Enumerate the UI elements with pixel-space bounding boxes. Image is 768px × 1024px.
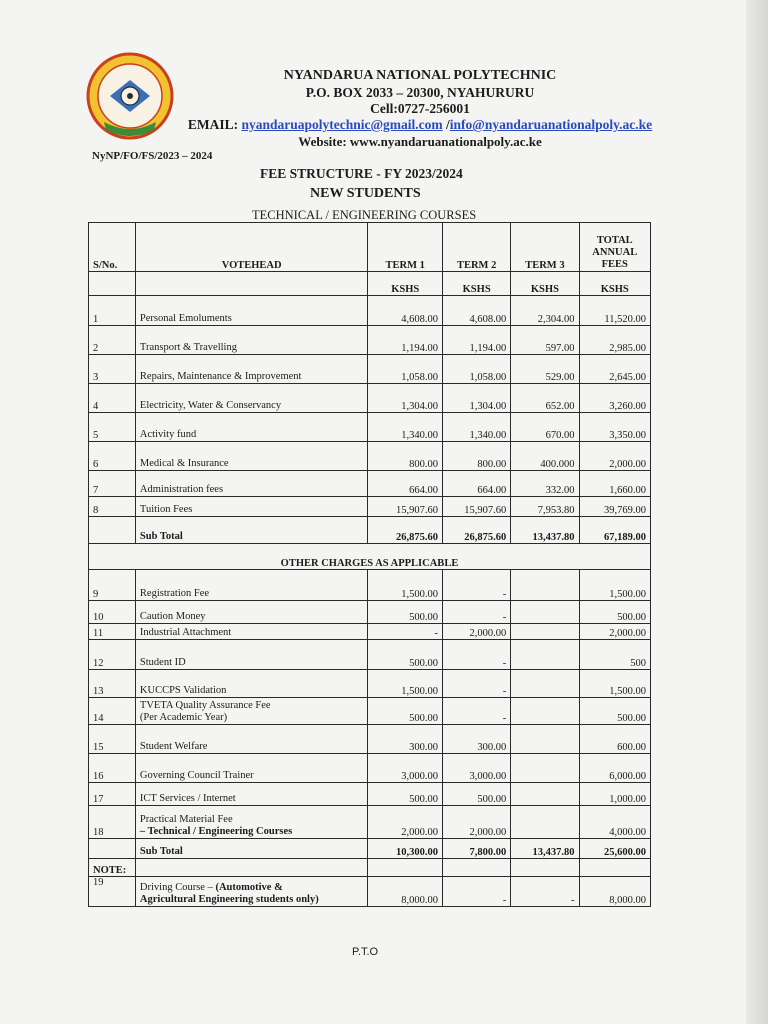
row-term3 — [511, 806, 579, 839]
subtotal2-total: 25,600.00 — [579, 839, 650, 859]
table-row — [89, 806, 651, 839]
row-term1: 15,907.60 — [368, 497, 443, 517]
row-term1: 1,194.00 — [368, 326, 443, 355]
other-charges-heading-row — [89, 544, 651, 570]
row-term3 — [511, 698, 579, 725]
table-row — [89, 413, 651, 442]
row-term1: 4,608.00 — [368, 296, 443, 326]
other-charges-heading: OTHER CHARGES AS APPLICABLE — [89, 544, 651, 570]
row-total: 2,000.00 — [579, 624, 650, 640]
row-term1: 1,500.00 — [368, 670, 443, 698]
document-title: FEE STRUCTURE - FY 2023/2024 — [260, 166, 463, 181]
row-term2: - — [443, 570, 511, 601]
subtotal-label: Sub Total — [135, 517, 367, 544]
page-turn-over: P.T.O — [352, 946, 379, 958]
email-separator: / — [442, 117, 450, 132]
row-term2: - — [443, 698, 511, 725]
row-term1: 2,000.00 — [368, 806, 443, 839]
institution-name: NYANDARUA NATIONAL POLYTECHNIC — [283, 68, 557, 83]
table-row — [89, 442, 651, 471]
row-sno: 5 — [89, 413, 136, 442]
row-term1: 8,000.00 — [368, 877, 443, 907]
table-row — [89, 384, 651, 413]
row-term1: - — [368, 624, 443, 640]
subtotal2-sno — [89, 839, 136, 859]
row-sno: 19 — [89, 877, 136, 907]
subtotal2-label: Sub Total — [135, 839, 367, 859]
row-term1: 1,500.00 — [368, 570, 443, 601]
table-row — [89, 601, 651, 624]
website-line: Website: www.nyandaruanationalpoly.ac.ke — [298, 134, 542, 149]
email-link-primary[interactable]: nyandaruapolytechnic@gmail.com — [241, 117, 443, 132]
row-term1: 800.00 — [368, 442, 443, 471]
row-total: 500.00 — [579, 601, 650, 624]
row-votehead: Tuition Fees — [135, 497, 367, 517]
table-row — [89, 296, 651, 326]
subtotal2-term2: 7,800.00 — [443, 839, 511, 859]
row-term2: - — [443, 640, 511, 670]
row-total: 3,260.00 — [579, 384, 650, 413]
currency-term2: KSHS — [443, 272, 511, 296]
row-sno: 11 — [89, 624, 136, 640]
row-sno: 12 — [89, 640, 136, 670]
row-term3: 2,304.00 — [511, 296, 579, 326]
votehead-line2: – Technical / Engineering Courses — [139, 826, 293, 837]
row-term1: 1,304.00 — [368, 384, 443, 413]
table-row — [89, 670, 651, 698]
note-empty — [368, 859, 443, 877]
note-row — [89, 859, 651, 877]
header-total-l1: TOTAL — [596, 235, 633, 246]
subtotal-sno — [89, 517, 136, 544]
row-total: 6,000.00 — [579, 754, 650, 783]
row-term2: 4,608.00 — [443, 296, 511, 326]
fee-structure-table — [88, 222, 651, 907]
row-votehead: Repairs, Maintenance & Improvement — [135, 355, 367, 384]
table-row — [89, 783, 651, 806]
table-row — [89, 725, 651, 754]
subtotal-row-1 — [89, 517, 651, 544]
row-sno: 16 — [89, 754, 136, 783]
row-votehead: KUCCPS Validation — [135, 670, 367, 698]
currency-row — [89, 272, 651, 296]
document-reference: NyNP/FO/FS/2023 – 2024 — [92, 150, 213, 162]
row-votehead — [135, 698, 367, 725]
row-total: 2,000.00 — [579, 442, 650, 471]
row-sno: 6 — [89, 442, 136, 471]
row-term3: 529.00 — [511, 355, 579, 384]
row-total: 4,000.00 — [579, 806, 650, 839]
row-votehead: Industrial Attachment — [135, 624, 367, 640]
row-term1: 500.00 — [368, 783, 443, 806]
driving-course-row — [89, 877, 651, 907]
header-total-l2: ANNUAL — [592, 247, 638, 258]
note-label: NOTE: — [89, 859, 136, 877]
row-total: 39,769.00 — [579, 497, 650, 517]
page-edge-shadow — [746, 0, 768, 1024]
row-votehead: Student Welfare — [135, 725, 367, 754]
table-row — [89, 497, 651, 517]
currency-term1: KSHS — [368, 272, 443, 296]
subtotal2-term1: 10,300.00 — [368, 839, 443, 859]
row-term1: 500.00 — [368, 640, 443, 670]
row-votehead — [135, 877, 367, 907]
row-term2: 500.00 — [443, 783, 511, 806]
subtotal-total: 67,189.00 — [579, 517, 650, 544]
row-term3: 332.00 — [511, 471, 579, 497]
row-term1: 664.00 — [368, 471, 443, 497]
row-sno: 8 — [89, 497, 136, 517]
row-term2: - — [443, 601, 511, 624]
row-sno: 13 — [89, 670, 136, 698]
table-row — [89, 624, 651, 640]
note-empty — [135, 859, 367, 877]
row-term2: 664.00 — [443, 471, 511, 497]
driving-course-text: Driving Course – — [139, 882, 216, 893]
row-sno: 7 — [89, 471, 136, 497]
row-sno: 9 — [89, 570, 136, 601]
row-term2: 1,058.00 — [443, 355, 511, 384]
phone-number: Cell:0727-256001 — [370, 101, 470, 116]
table-row — [89, 471, 651, 497]
row-term3: 400.000 — [511, 442, 579, 471]
currency-empty — [135, 272, 367, 296]
header-term3: TERM 3 — [511, 223, 579, 272]
row-votehead: Personal Emoluments — [135, 296, 367, 326]
row-term2: 2,000.00 — [443, 806, 511, 839]
row-term3: - — [511, 877, 579, 907]
row-term2: 1,340.00 — [443, 413, 511, 442]
row-term1: 1,058.00 — [368, 355, 443, 384]
row-total: 500 — [579, 640, 650, 670]
table-row — [89, 355, 651, 384]
row-term3 — [511, 624, 579, 640]
table-header-row — [89, 223, 651, 272]
row-total: 3,350.00 — [579, 413, 650, 442]
row-votehead: Registration Fee — [135, 570, 367, 601]
votehead-line1: TVETA Quality Assurance Fee — [139, 700, 271, 711]
subtotal-term3: 13,437.80 — [511, 517, 579, 544]
row-total: 8,000.00 — [579, 877, 650, 907]
header-sno: S/No. — [89, 223, 136, 272]
row-total: 2,985.00 — [579, 326, 650, 355]
row-sno: 4 — [89, 384, 136, 413]
email-link-info[interactable]: info@nyandaruanationalpoly.ac.ke — [449, 117, 653, 132]
row-term3: 670.00 — [511, 413, 579, 442]
row-sno: 10 — [89, 601, 136, 624]
document-subtitle: NEW STUDENTS — [310, 186, 421, 201]
votehead-line2: (Per Academic Year) — [139, 712, 228, 723]
driving-course-bold1: (Automotive & — [215, 882, 283, 893]
row-votehead: Caution Money — [135, 601, 367, 624]
row-term2: 2,000.00 — [443, 624, 511, 640]
table-row — [89, 640, 651, 670]
row-term1: 1,340.00 — [368, 413, 443, 442]
note-empty — [511, 859, 579, 877]
row-term1: 300.00 — [368, 725, 443, 754]
email-line — [150, 117, 690, 133]
currency-empty — [89, 272, 136, 296]
postal-address: P.O. BOX 2033 – 20300, NYAHURURU — [305, 85, 535, 100]
row-term3 — [511, 754, 579, 783]
row-votehead: Medical & Insurance — [135, 442, 367, 471]
row-term1: 500.00 — [368, 601, 443, 624]
row-term3 — [511, 640, 579, 670]
votehead-line1: Practical Material Fee — [139, 814, 233, 825]
row-term1: 3,000.00 — [368, 754, 443, 783]
row-votehead: ICT Services / Internet — [135, 783, 367, 806]
table-row — [89, 754, 651, 783]
row-sno: 1 — [89, 296, 136, 326]
row-term2: - — [443, 877, 511, 907]
row-total: 600.00 — [579, 725, 650, 754]
row-term1: 500.00 — [368, 698, 443, 725]
row-total: 1,000.00 — [579, 783, 650, 806]
subtotal-term2: 26,875.60 — [443, 517, 511, 544]
note-empty — [579, 859, 650, 877]
row-votehead: Student ID — [135, 640, 367, 670]
row-term2: 1,194.00 — [443, 326, 511, 355]
header-term2: TERM 2 — [443, 223, 511, 272]
row-term3 — [511, 601, 579, 624]
row-term3: 652.00 — [511, 384, 579, 413]
subtotal2-term3: 13,437.80 — [511, 839, 579, 859]
header-term1: TERM 1 — [368, 223, 443, 272]
row-sno: 15 — [89, 725, 136, 754]
row-votehead: Activity fund — [135, 413, 367, 442]
row-sno: 18 — [89, 806, 136, 839]
subtotal-term1: 26,875.60 — [368, 517, 443, 544]
row-total: 500.00 — [579, 698, 650, 725]
row-votehead: Administration fees — [135, 471, 367, 497]
row-term2: - — [443, 670, 511, 698]
row-sno: 17 — [89, 783, 136, 806]
row-sno: 14 — [89, 698, 136, 725]
row-term3 — [511, 725, 579, 754]
row-total: 1,500.00 — [579, 670, 650, 698]
row-total: 1,660.00 — [579, 471, 650, 497]
row-votehead: Transport & Travelling — [135, 326, 367, 355]
row-term2: 300.00 — [443, 725, 511, 754]
row-total: 1,500.00 — [579, 570, 650, 601]
row-term3: 597.00 — [511, 326, 579, 355]
table-row — [89, 570, 651, 601]
row-term2: 1,304.00 — [443, 384, 511, 413]
row-total: 11,520.00 — [579, 296, 650, 326]
row-total: 2,645.00 — [579, 355, 650, 384]
row-votehead: Governing Council Trainer — [135, 754, 367, 783]
row-term3: 7,953.80 — [511, 497, 579, 517]
row-term2: 3,000.00 — [443, 754, 511, 783]
row-term3 — [511, 570, 579, 601]
row-sno: 2 — [89, 326, 136, 355]
header-total-l3: FEES — [601, 259, 628, 270]
email-label: EMAIL: — [187, 117, 242, 132]
header-votehead: VOTEHEAD — [135, 223, 367, 272]
row-term2: 800.00 — [443, 442, 511, 471]
row-votehead — [135, 806, 367, 839]
header-total — [579, 223, 650, 272]
row-sno: 3 — [89, 355, 136, 384]
row-term3 — [511, 670, 579, 698]
row-term3 — [511, 783, 579, 806]
table-row — [89, 326, 651, 355]
row-votehead: Electricity, Water & Conservancy — [135, 384, 367, 413]
currency-term3: KSHS — [511, 272, 579, 296]
course-category: TECHNICAL / ENGINEERING COURSES — [252, 208, 477, 222]
currency-total: KSHS — [579, 272, 650, 296]
subtotal-row-2 — [89, 839, 651, 859]
row-term2: 15,907.60 — [443, 497, 511, 517]
driving-course-bold2: Agricultural Engineering students only) — [139, 894, 319, 905]
table-row — [89, 698, 651, 725]
note-empty — [443, 859, 511, 877]
